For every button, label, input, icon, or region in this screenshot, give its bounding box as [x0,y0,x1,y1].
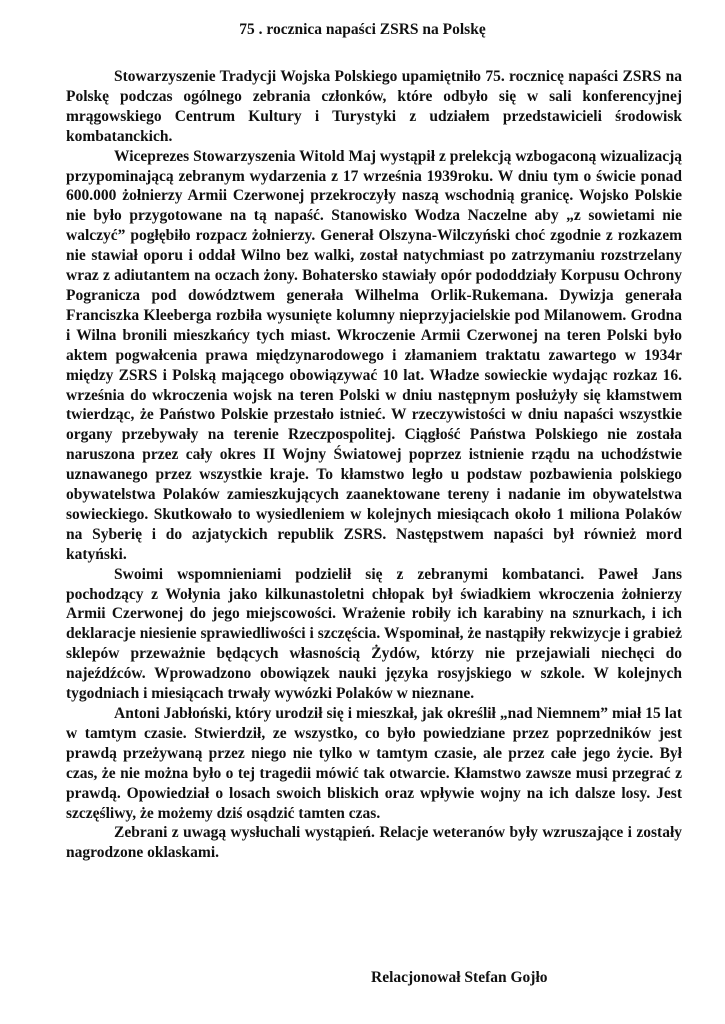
article-body [66,67,682,863]
paragraph-antoni-jablonski: Antoni Jabłoński, który urodził się i mieszkał, jak określił „nad Niemnem” miał 15 lat w tamtym czasie. Stwierdził, ze wszystko, co było powiedziane przez poprzedników jest prawdą przeżywaną przez niego nie tylko w tamtym czasie, ale przez całe jego życie. Był czas, że nie można było o tej tragedii mówić tak otwarcie. Kłamstwo zawsze musi przegrać z prawdą. Opowiedział o losach swoich bliskich oraz wpływie wojny na ich dalsze losy. Jest szczęśliwy, że możemy dziś osądzić tamten czas. [66,705,682,822]
author-signature: Relacjonował Stefan Gojło [371,969,548,986]
paragraph-closing: Zebrani z uwagą wysłuchali wystąpień. Relacje weteranów były wzruszające i zostały nagrodzone oklaskami. [66,824,682,862]
paragraph-pawel-jans: Swoimi wspomnieniami podzielił się z zebranymi kombatanci. Paweł Jans pochodzący z Wołynia jako kilkunastoletni chłopak był świadkiem wkroczenia żołnierzy Armii Czerwonej do jego miejscowości. Wrażenie robiły ich karabiny na sznurkach, i ich deklaracje niesienie sprawiedliwości i szczęścia. Wspominał, że nastąpiły rekwizycje i grabież sklepów przeważnie będących własnością Żydów, którzy nie przejawiali niechęci do najeźdźców. Wprowadzono obowiązek nauki języka rosyjskiego w szkole. W kolejnych tygodniach i miesiącach trwały wywózki Polaków w nieznane. [66,565,682,703]
paragraph-lecture: Wiceprezes Stowarzyszenia Witold Maj wystąpił z prelekcją wzbogaconą wizualizacją przypominającą zebranym wydarzenia z 17 września 1939roku. W dniu tym o świcie ponad 600.000 żołnierzy Armii Czerwonej przekroczyły naszą wschodnią granicę. Wojsko Polskie nie było przygotowane na tą napaść. Stanowisko Wodza Naczelne aby „z sowietami nie walczyć” pogłębiło rozpacz żołnierzy. Generał Olszyna-Wilczyński choć zgodnie z rozkazem nie stawiał oporu i oddał Wilno bez walki, został natychmiast po zatrzymaniu rozstrzelany wraz z adiutantem na oczach żony. Bohatersko stawiały opór pododdziały Korpusu Ochrony Pogranicza pod dowództwem generała Wilhelma Orlik-Rukemana. Dywizja generała Franciszka Kleeberga rozbiła wysunięte kolumny nieprzyjacielskie pod Milanowem. Grodna i Wilna bronili mieszkańcy tych miast. Wkroczenie Armii Czerwonej na teren Polski było aktem pogwałcenia prawa międzynarodowego i złamaniem traktatu zawartego w 1934r między ZSRS i Polską mającego obowiązywać 10 lat. Władze sowieckie wydając rozkaz 16. września do wkroczenia wojsk na teren Polski w dniu następnym posłużyły się kłamstwem twierdząc, że Państwo Polskie przestało istnieć. W rzeczywistości w dniu napaści wszystkie organy przebywały na terenie Rzeczpospolitej. Ciągłość Państwa Polskiego nie została naruszona przez cały okres II Wojny Światowej poprzez istnienie rządu na uchodźstwie uznawanego przez wszystkie kraje. To kłamstwo legło u podstaw pozbawienia polskiego obywatelstwa Polaków zamieszkujących zaanektowane tereny i nadanie im obywatelstwa sowieckiego. Skutkowało to wysiedleniem w kolejnych miesiącach około 1 miliona Polaków na Syberię i do azjatyckich republik ZSRS. Następstwem napaści był również mord katyński. [66,147,682,563]
document-title: 75 . rocznica napaści ZSRS na Polskę [239,21,486,38]
paragraph-intro: Stowarzyszenie Tradycji Wojska Polskiego upamiętniło 75. rocznicę napaści ZSRS na Polskę podczas ogólnego zebrania członków, które odbyło się w sali konferencyjnej mrągowskiego Centrum Kultury i Turystyki z udziałem przedstawicieli środowisk kombatanckich. [66,68,682,145]
